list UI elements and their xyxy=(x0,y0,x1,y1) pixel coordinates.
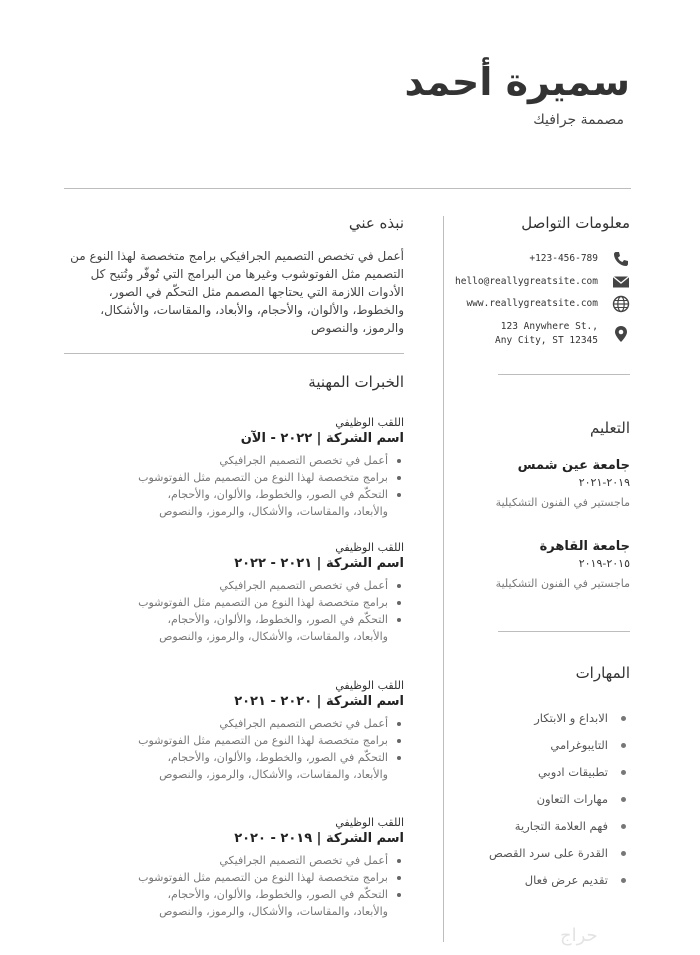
job-bullet: أعمل في تخصص التصميم الجرافيكي xyxy=(134,852,404,869)
job-bullet: برامج متخصصة لهذا النوع من التصميم مثل الفوتوشوب xyxy=(134,732,404,749)
education-item-1 xyxy=(496,458,630,509)
job-bullet: التحكّم في الصور، والخطوط، والألوان، والأحجام، والأبعاد، والمقاسات، والأشكال، والرموز، والنصوص xyxy=(134,611,404,645)
skills-list xyxy=(460,708,630,897)
skill-item: الابداع و الابتكار xyxy=(460,708,630,735)
website-text[interactable]: www.reallygreatsite.com xyxy=(466,298,598,309)
job-bullets xyxy=(134,715,404,783)
header-divider xyxy=(64,188,631,189)
experience-title: الخبرات المهنية xyxy=(308,373,404,391)
job-title-label: اللقب الوظيفي xyxy=(335,416,404,429)
skill-item: تطبيقات ادوبي xyxy=(460,762,630,789)
education-school: جامعة عين شمس xyxy=(517,458,630,473)
job-title-label: اللقب الوظيفي xyxy=(335,679,404,692)
skills-title: المهارات xyxy=(575,664,630,682)
skill-item: التايبوغرامي xyxy=(460,735,630,762)
column-divider xyxy=(443,216,444,942)
job-bullet: برامج متخصصة لهذا النوع من التصميم مثل الفوتوشوب xyxy=(134,594,404,611)
address-line-2: Any City, ST 12345 xyxy=(495,335,598,346)
skill-item: مهارات التعاون xyxy=(460,789,630,816)
watermark-logo: حراج xyxy=(560,925,598,946)
job-company-dates: اسم الشركة | ٢٠٢١ - ٢٠٢٢ xyxy=(234,556,404,571)
job-company-dates: اسم الشركة | ٢٠٢٠ - ٢٠٢١ xyxy=(234,694,404,709)
job-company-dates: اسم الشركة | ٢٠٢٢ - الآن xyxy=(240,431,404,446)
job-bullet: أعمل في تخصص التصميم الجرافيكي xyxy=(134,452,404,469)
phone-icon xyxy=(612,250,630,268)
job-bullet: التحكّم في الصور، والخطوط، والألوان، والأحجام، والأبعاد، والمقاسات، والأشكال، والرموز، والنصوص xyxy=(134,886,404,920)
job-bullet: أعمل في تخصص التصميم الجرافيكي xyxy=(134,577,404,594)
education-degree: ماجستير في الفنون التشكيلية xyxy=(495,496,630,509)
job-bullet: التحكّم في الصور، والخطوط، والألوان، والأحجام، والأبعاد، والمقاسات، والأشكال، والرموز، والنصوص xyxy=(134,749,404,783)
education-school: جامعة القاهرة xyxy=(539,539,630,554)
job-bullet: التحكّم في الصور، والخطوط، والألوان، والأحجام، والأبعاد، والمقاسات، والأشكال، والرموز، والنصوص xyxy=(134,486,404,520)
contact-title: معلومات التواصل xyxy=(521,214,630,232)
job-title-label: اللقب الوظيفي xyxy=(335,816,404,829)
about-divider xyxy=(64,353,404,354)
contact-address xyxy=(460,320,630,348)
address-text xyxy=(495,320,598,348)
education-divider xyxy=(498,631,630,632)
job-company-dates: اسم الشركة | ٢٠١٩ - ٢٠٢٠ xyxy=(234,831,404,846)
globe-icon xyxy=(612,295,630,313)
education-degree: ماجستير في الفنون التشكيلية xyxy=(495,577,630,590)
job-entry-1 xyxy=(134,416,404,520)
job-bullet: برامج متخصصة لهذا النوع من التصميم مثل الفوتوشوب xyxy=(134,469,404,486)
job-bullets xyxy=(134,452,404,520)
education-years: ٢٠١٩-٢٠٢١ xyxy=(578,476,630,489)
contact-website xyxy=(460,295,630,313)
job-entry-4 xyxy=(134,816,404,920)
about-title: نبذه عني xyxy=(348,214,404,232)
contact-phone xyxy=(460,250,630,268)
education-years: ٢٠١٥-٢٠١٩ xyxy=(578,557,630,570)
education-item-2 xyxy=(496,539,630,590)
phone-text: +123-456-789 xyxy=(529,253,598,264)
mail-icon xyxy=(612,273,630,291)
resume-role: مصممة جرافيك xyxy=(533,112,624,128)
resume-name: سميرة أحمد xyxy=(404,60,630,104)
email-text[interactable]: hello@reallygreatsite.com xyxy=(455,276,598,287)
job-bullet: برامج متخصصة لهذا النوع من التصميم مثل الفوتوشوب xyxy=(134,869,404,886)
job-title-label: اللقب الوظيفي xyxy=(335,541,404,554)
contact-divider xyxy=(498,374,630,375)
location-pin-icon xyxy=(612,325,630,343)
job-bullet: أعمل في تخصص التصميم الجرافيكي xyxy=(134,715,404,732)
job-entry-2 xyxy=(134,541,404,645)
job-entry-3 xyxy=(134,679,404,783)
address-line-1: 123 Anywhere St., xyxy=(500,321,598,332)
contact-email xyxy=(455,273,630,291)
about-text: أعمل في تخصص التصميم الجرافيكي برامج متخصصة لهذا النوع من التصميم مثل الفوتوشوب وغيرها من البرامج التي تُوفّر وتُتيح كل الأدوات اللازمة التي يحتاجها المصمم مثل التحكّم في الصور، والخطوط، والألوان، والأحجام، والأبعاد، والمقاسات، والأشكال، والرموز، والنصوص xyxy=(70,249,404,335)
skill-item: تقديم عرض فعال xyxy=(460,870,630,897)
job-bullets xyxy=(134,852,404,920)
education-title: التعليم xyxy=(590,419,630,437)
job-bullets xyxy=(134,577,404,645)
skill-item: فهم العلامة التجارية xyxy=(460,816,630,843)
skill-item: القدرة على سرد القصص xyxy=(460,843,630,870)
